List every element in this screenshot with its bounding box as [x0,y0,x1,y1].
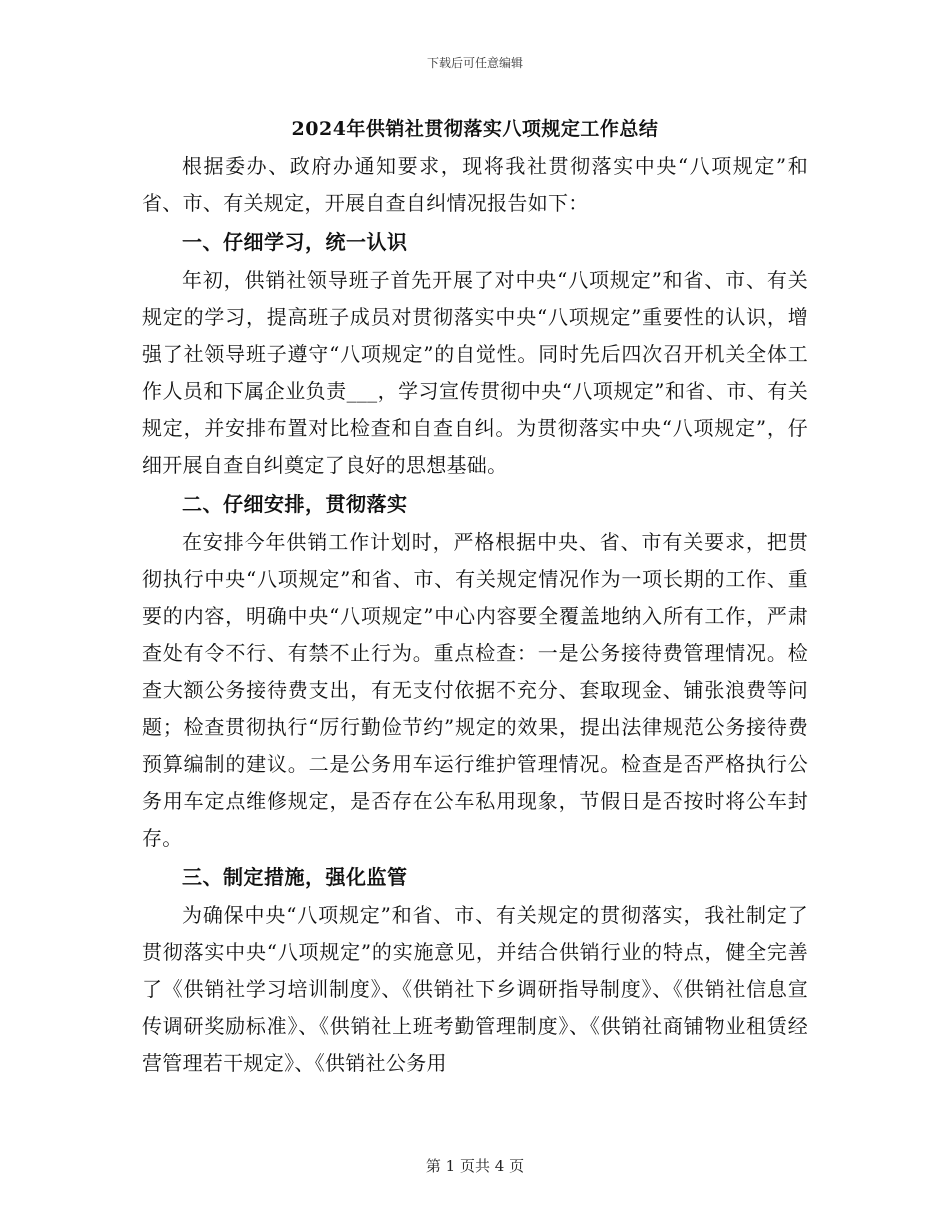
download-note: 下载后可任意编辑 [426,56,523,70]
section-heading-3: 三、制定措施，强化监管 [182,865,408,889]
intro-paragraph: 根据委办、政府办通知要求，现将我社贯彻落实中央“八项规定”和省、市、有关规定，开展自查自纠情况报告如下： [142,154,808,215]
section-body-3: 为确保中央“八项规定”和省、市、有关规定的贯彻落实，我社制定了贯彻落实中央“八项规定”的实施意见，并结合供销行业的特点，健全完善了《供销社学习培训制度》、《供销社下乡调研指导制度》、《供销社信息宣传调研奖励标准》、《供销社上班考勤管理制度》、《供销社商铺物业租赁经营管理若干规定》、《供销社公务用 [142,903,808,1075]
section-heading-1: 一、仔细学习，统一认识 [182,230,408,254]
section-heading-2: 二、仔细安排，贯彻落实 [182,492,408,516]
section-body-2: 在安排今年供销工作计划时，严格根据中央、省、市有关要求，把贯彻执行中央“八项规定”和省、市、有关规定情况作为一项长期的工作、重要的内容，明确中央“八项规定”中心内容要全覆盖地纳入所有工作，严肃查处有令不行、有禁不止行为。重点检查：一是公务接待费管理情况。检查大额公务接待费支出，有无支付依据不充分、套取现金、铺张浪费等问题；检查贯彻执行“厉行勤俭节约”规定的效果，提出法律规范公务接待费预算编制的建议。二是公务用车运行维护管理情况。检查是否严格执行公务用车定点维修规定，是否存在公车私用现象，节假日是否按时将公车封存。 [142,530,808,850]
document-title: 2024年供销社贯彻落实八项规定工作总结 [291,118,659,140]
section-body-1: 年初，供销社领导班子首先开展了对中央“八项规定”和省、市、有关规定的学习，提高班子成员对贯彻落实中央“八项规定”重要性的认识，增强了社领导班子遵守“八项规定”的自觉性。同时先后四次召开机关全体工作人员和下属企业负责___，学习宣传贯彻中央“八项规定”和省、市、有关规定，并安排布置对比检查和自查自纠。为贯彻落实中央“八项规定”，仔细开展自查自纠奠定了良好的思想基础。 [142,268,808,477]
document-body [142,148,808,1082]
page-number: 第 1 页共 4 页 [425,1157,525,1175]
